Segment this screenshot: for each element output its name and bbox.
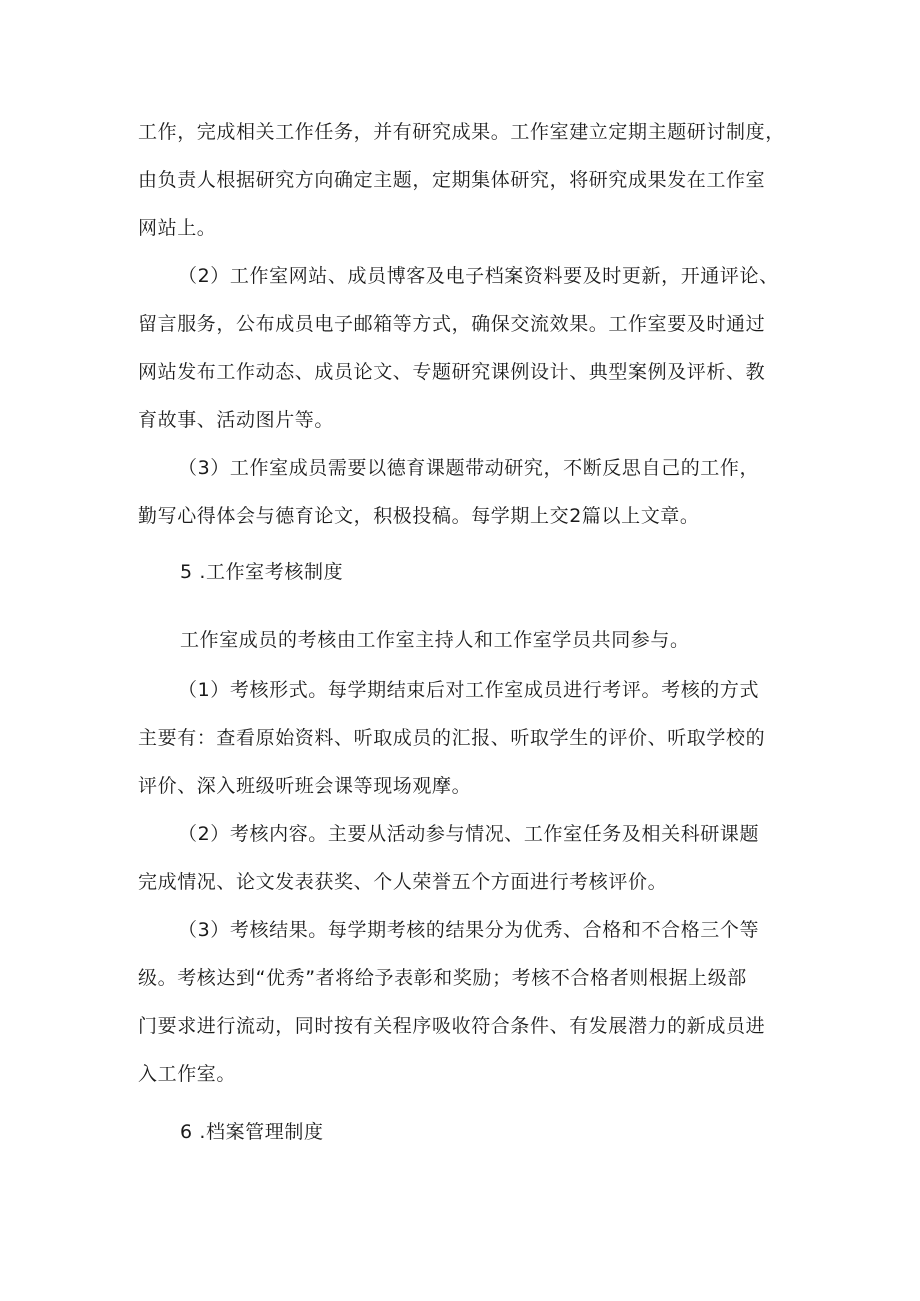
paragraph-line: 入工作室。: [138, 1063, 237, 1085]
paragraph-line: 门要求进行流动，同时按有关程序吸收符合条件、有发展潜力的新成员进: [138, 1015, 766, 1037]
paragraph-line: 工作室成员的考核由工作室主持人和工作室学员共同参与。: [180, 629, 690, 651]
paragraph-line: 工作，完成相关工作任务，并有研究成果。工作室建立定期主题研讨制度，: [138, 121, 785, 143]
paragraph-line: （2）工作室网站、成员博客及电子档案资料要及时更新，开通评论、: [178, 265, 779, 287]
paragraph-line: 育故事、活动图片等。: [138, 409, 335, 431]
section-heading: 5 .工作室考核制度: [180, 561, 344, 583]
paragraph-line: 由负责人根据研究方向确定主题，定期集体研究，将研究成果发在工作室: [138, 169, 766, 191]
paragraph-line: （3）考核结果。每学期考核的结果分为优秀、合格和不合格三个等: [178, 919, 760, 941]
paragraph-line: 勤写心得体会与德育论文，积极投稿。每学期上交2篇以上文章。: [138, 505, 700, 527]
paragraph-line: 网站发布工作动态、成员论文、专题研究课例设计、典型案例及评析、教: [138, 361, 766, 383]
paragraph-line: （3）工作室成员需要以德育课题带动研究，不断反思自己的工作，: [178, 457, 760, 479]
paragraph-line: 网站上。: [138, 217, 217, 239]
paragraph-line: 主要有：查看原始资料、听取成员的汇报、听取学生的评价、听取学校的: [138, 727, 766, 749]
section-heading: 6 .档案管理制度: [180, 1121, 324, 1143]
paragraph-line: 留言服务，公布成员电子邮箱等方式，确保交流效果。工作室要及时通过: [138, 313, 766, 335]
paragraph-line: （1）考核形式。每学期结束后对工作室成员进行考评。考核的方式: [178, 679, 760, 701]
paragraph-line: 级。考核达到“优秀”者将给予表彰和奖励；考核不合格者则根据上级部: [138, 967, 747, 989]
paragraph-line: 评价、深入班级听班会课等现场观摩。: [138, 775, 472, 797]
paragraph-line: 完成情况、论文发表获奖、个人荣誉五个方面进行考核评价。: [138, 871, 668, 893]
paragraph-line: （2）考核内容。主要从活动参与情况、工作室任务及相关科研课题: [178, 823, 760, 845]
